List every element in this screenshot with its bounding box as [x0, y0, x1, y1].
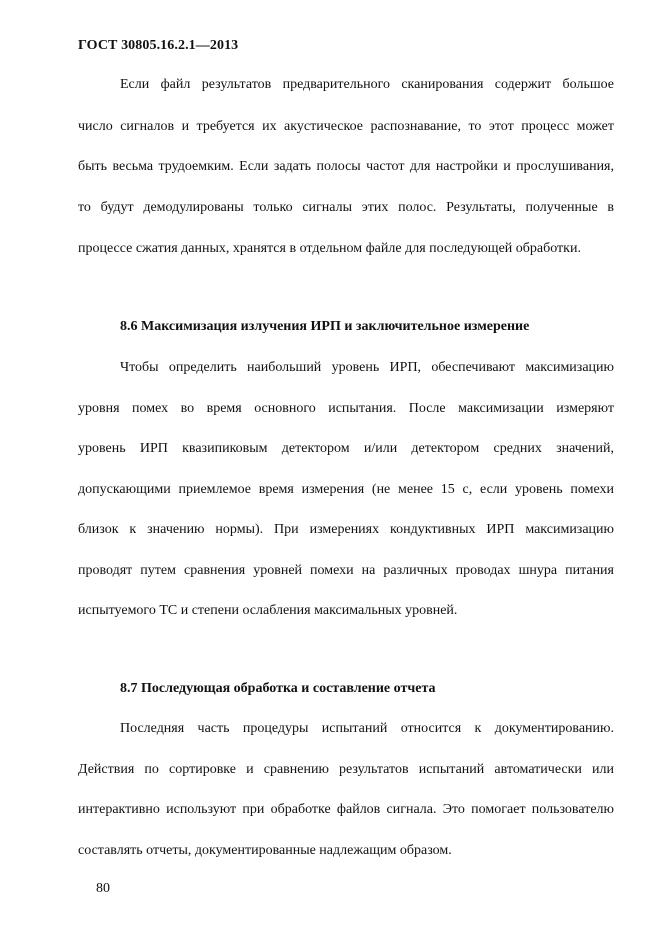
section-heading: 8.6 Максимизация излучения ИРП и заключительное измерение	[120, 319, 530, 334]
text-line: испытуемого ТС и степени ослабления максимальных уровней.	[78, 603, 458, 618]
text-line: интерактивно используют при обработке файлов сигнала. Это помогает пользователю	[78, 802, 614, 817]
text-line: составлять отчеты, документированные надлежащим образом.	[78, 843, 452, 858]
text-line: Последняя часть процедуры испытаний относится к документированию.	[120, 721, 614, 736]
document-header: ГОСТ 30805.16.2.1—2013	[78, 38, 239, 53]
section-heading: 8.7 Последующая обработка и составление отчета	[120, 681, 436, 696]
text-line: процессе сжатия данных, хранятся в отдельном файле для последующей обработки.	[78, 241, 581, 256]
text-line: число сигналов и требуется их акустическое распознавание, то этот процесс может	[78, 119, 614, 134]
text-line: допускающими приемлемое время измерения (не менее 15 с, если уровень помехи	[78, 482, 614, 497]
text-line: Действия по сортировке и сравнению результатов испытаний автоматически или	[78, 762, 614, 777]
text-line: уровня помех во время основного испытания. После максимизации измеряют	[78, 401, 614, 416]
text-line: уровень ИРП квазипиковым детектором и/или детектором средних значений,	[78, 441, 614, 456]
text-line: проводят путем сравнения уровней помехи на различных проводах шнура питания	[78, 563, 614, 578]
text-line: Чтобы определить наибольший уровень ИРП, обеспечивают максимизацию	[120, 360, 614, 375]
text-line: близок к значению нормы). При измерениях кондуктивных ИРП максимизацию	[78, 522, 614, 537]
text-line: быть весьма трудоемким. Если задать полосы частот для настройки и прослушивания,	[78, 159, 614, 174]
text-line: Если файл результатов предварительного сканирования содержит большое	[120, 77, 614, 92]
page-number: 80	[96, 881, 110, 896]
text-line: то будут демодулированы только сигналы этих полос. Результаты, полученные в	[78, 200, 614, 215]
